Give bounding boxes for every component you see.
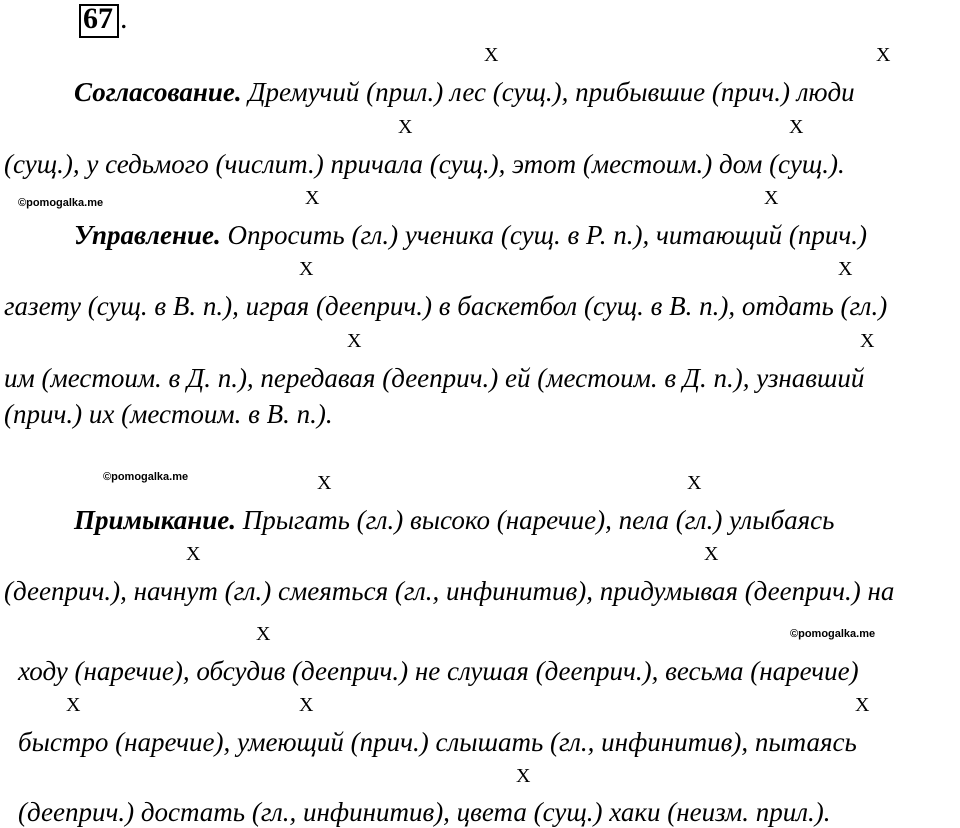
cross-mark: X — [860, 330, 875, 352]
cross-mark: X — [838, 258, 853, 280]
adjunction-text-1: Прыгать (гл.) высоко (наречие), пела (гл.) улыбаясь — [242, 505, 835, 535]
cross-mark: X — [347, 330, 362, 352]
government-line-4: (прич.) их (местоим. в В. п.). — [4, 399, 333, 429]
cross-mark: X — [66, 694, 81, 716]
adjunction-line-2: (дееприч.), начнут (гл.) смеяться (гл., инфинитив), придумывая (дееприч.) на — [4, 576, 895, 606]
exercise-number-dot: . — [120, 2, 128, 35]
cross-mark: X — [305, 187, 320, 209]
cross-mark: X — [299, 694, 314, 716]
exercise-number: 67 — [83, 2, 113, 35]
cross-mark: X — [299, 258, 314, 280]
adjunction-title: Примыкание. — [74, 505, 236, 535]
government-line-2: газету (сущ. в В. п.), играя (дееприч.) в баскетбол (сущ. в В. п.), отдать (гл.) — [4, 291, 888, 321]
cross-mark: X — [876, 44, 891, 66]
cross-mark: X — [704, 543, 719, 565]
agreement-line-1 — [74, 76, 855, 108]
agreement-line-2: (сущ.), у седьмого (числит.) причала (сущ.), этот (местоим.) дом (сущ.). — [4, 149, 845, 179]
adjunction-line-5: (дееприч.) достать (гл., инфинитив), цвета (сущ.) хаки (неизм. прил.). — [18, 797, 831, 827]
government-text-1: Опросить (гл.) ученика (сущ. в Р. п.), читающий (прич.) — [227, 220, 868, 250]
cross-mark: X — [256, 623, 271, 645]
government-line-1 — [74, 219, 867, 251]
adjunction-line-3: ходу (наречие), обсудив (дееприч.) не слушая (дееприч.), весьма (наречие) — [18, 656, 859, 686]
adjunction-line-1 — [74, 504, 834, 536]
watermark: ©pomogalka.me — [790, 628, 876, 640]
cross-mark: X — [484, 44, 499, 66]
cross-mark: X — [789, 116, 804, 138]
cross-mark: X — [855, 694, 870, 716]
cross-mark: X — [186, 543, 201, 565]
cross-mark: X — [764, 187, 779, 209]
government-title: Управление. — [74, 220, 221, 250]
government-line-3: им (местоим. в Д. п.), передавая (дееприч.) ей (местоим. в Д. п.), узнавший — [4, 363, 865, 393]
agreement-title: Согласование. — [74, 77, 242, 107]
cross-mark: X — [516, 765, 531, 787]
cross-mark: X — [687, 472, 702, 494]
cross-mark: X — [398, 116, 413, 138]
adjunction-line-4: быстро (наречие), умеющий (прич.) слышать (гл., инфинитив), пытаясь — [18, 727, 857, 757]
watermark: ©pomogalka.me — [18, 197, 104, 209]
watermark: ©pomogalka.me — [103, 471, 189, 483]
agreement-text-1: Дремучий (прил.) лес (сущ.), прибывшие (прич.) люди — [248, 77, 855, 107]
cross-mark: X — [317, 472, 332, 494]
